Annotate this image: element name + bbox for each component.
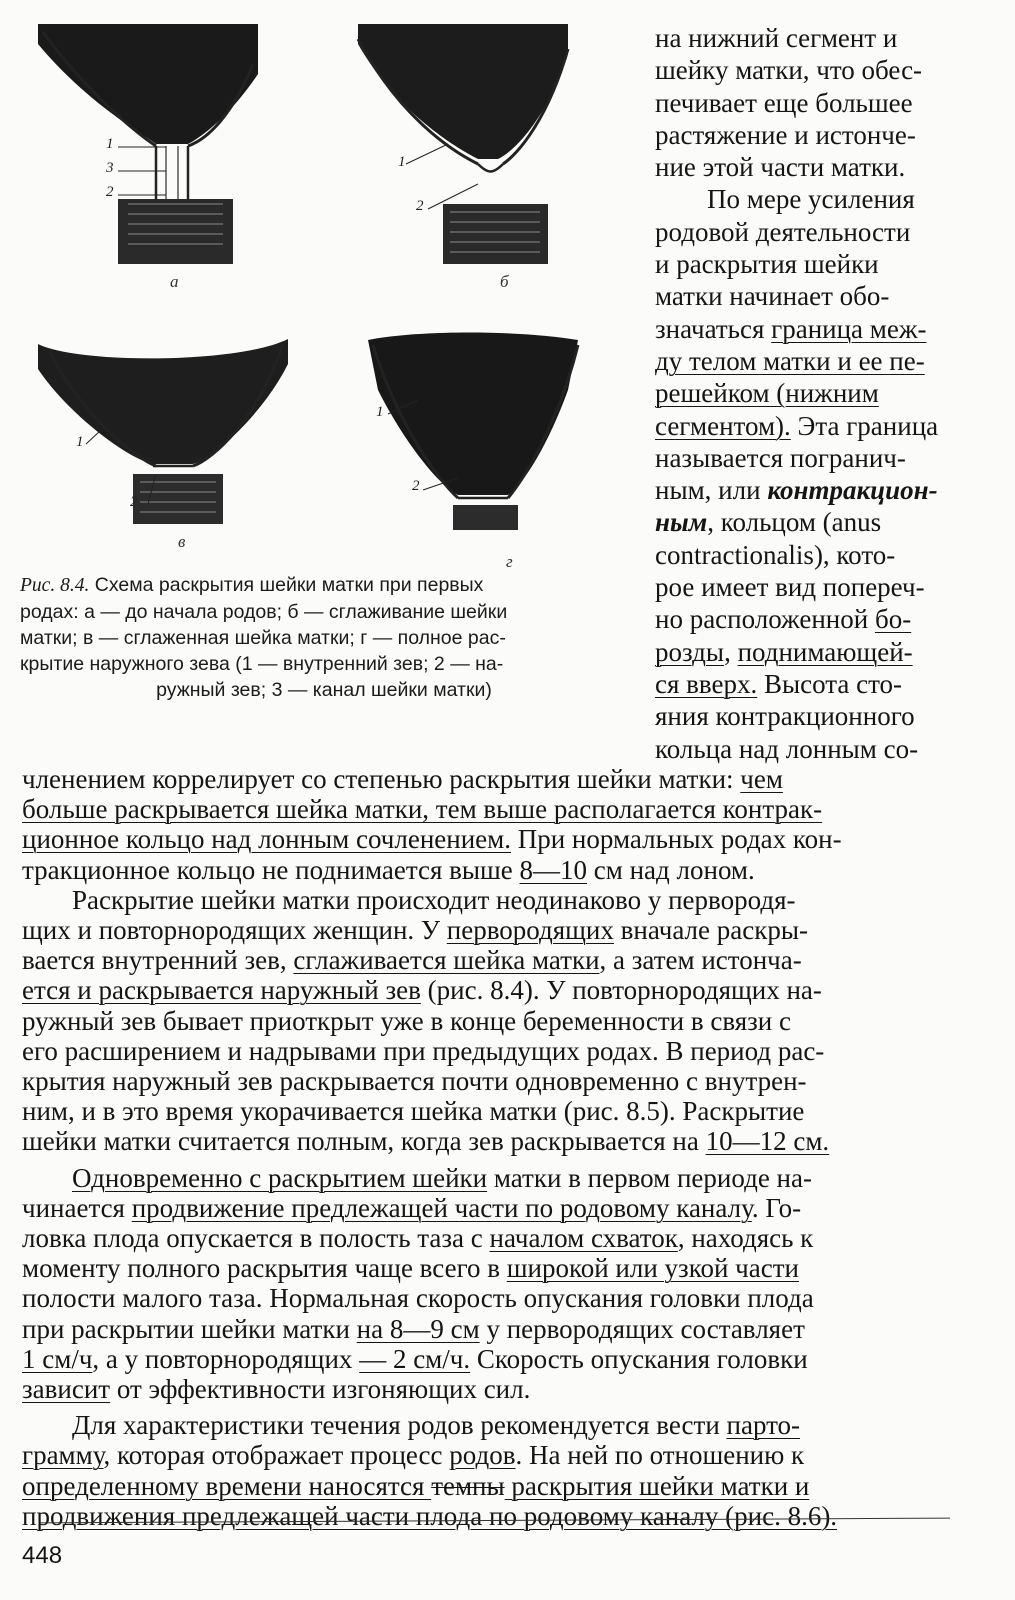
text-line: шейку матки, что обес- bbox=[655, 55, 923, 86]
underlined-text: решейком (нижним bbox=[655, 378, 879, 409]
text-line bbox=[655, 313, 970, 345]
underlined-text: граница меж- bbox=[771, 313, 927, 344]
text-line: ружный зев бывает приоткрыт уже в конце беременности в связи с bbox=[22, 1005, 791, 1036]
callout-label: 1 bbox=[106, 136, 114, 152]
text-span: ным, или bbox=[655, 475, 768, 506]
text-span: матки в первом периоде на- bbox=[487, 1162, 812, 1193]
underlined-text: 1 см/ч bbox=[22, 1343, 93, 1374]
text-line bbox=[22, 1440, 972, 1470]
underlined-text: первородящих bbox=[446, 915, 614, 946]
text-span: , а затем истонча- bbox=[599, 945, 802, 976]
text-line bbox=[655, 603, 970, 635]
underlined-text: сегментом). bbox=[655, 410, 791, 441]
panel-b-drawing bbox=[338, 24, 588, 264]
paragraph-start-line bbox=[22, 1163, 972, 1193]
underlined-text: раскрытия шейки матки и bbox=[504, 1470, 810, 1501]
text-line bbox=[22, 945, 972, 975]
text-span: , кольцом (anus bbox=[707, 507, 882, 538]
text-span: от эффективности изгоняющих сил. bbox=[110, 1374, 531, 1405]
text-span: ловка плода опускается в полость таза с bbox=[22, 1223, 490, 1254]
paragraph-start-line bbox=[22, 1410, 972, 1440]
text-line: кольца над лонным со- bbox=[655, 733, 919, 764]
text-span: Высота сто- bbox=[757, 668, 903, 699]
underlined-text: 10—12 см. bbox=[705, 1126, 830, 1157]
caption-line: ружный зев; 3 — канал шейки матки) bbox=[156, 679, 492, 701]
text-line bbox=[22, 975, 972, 1005]
text-span: вается внутренний зев, bbox=[22, 945, 294, 976]
underlined-text: пе- bbox=[889, 345, 925, 376]
text-line bbox=[22, 1314, 972, 1344]
text-line: печивает еще большее bbox=[655, 87, 913, 118]
text-line: родовой деятельности bbox=[655, 216, 911, 247]
text-span: тракционное кольцо не поднимается выше bbox=[22, 854, 520, 885]
text-line bbox=[22, 1374, 972, 1404]
underlined-text: на 8—9 см bbox=[356, 1313, 480, 1344]
figure-reference: Рис. 8.4. bbox=[20, 575, 90, 596]
text-line bbox=[22, 1471, 972, 1501]
text-span: Скорость опускания головки bbox=[470, 1343, 808, 1374]
underlined-text: — 2 см/ч. bbox=[359, 1343, 471, 1374]
text-line bbox=[22, 1501, 972, 1531]
emphasized-term: ным bbox=[655, 507, 708, 538]
struck-through-text: темпы bbox=[431, 1470, 505, 1501]
underlined-text: (рис. 8.6). bbox=[718, 1500, 838, 1531]
text-line: contractionalis), кото- bbox=[655, 539, 896, 570]
text-span: вначале раскры- bbox=[613, 915, 808, 946]
text-line bbox=[655, 668, 970, 700]
underlined-text: ду телом матки и ее bbox=[655, 345, 890, 376]
text-line bbox=[22, 1344, 972, 1374]
underlined-text: зависит bbox=[22, 1374, 111, 1405]
callout-label: 2 bbox=[412, 478, 420, 494]
text-line bbox=[655, 474, 970, 506]
text-span: чинается bbox=[22, 1192, 132, 1223]
text-line bbox=[22, 1223, 972, 1253]
text-span: щих и повторнородящих женщин. У bbox=[22, 915, 447, 946]
text-span: , которая отображает процесс bbox=[103, 1440, 450, 1471]
page-number: 448 bbox=[22, 1542, 63, 1569]
underlined-text: поднимающей- bbox=[737, 636, 913, 667]
panel-letter-b: б bbox=[500, 272, 509, 291]
text-line bbox=[22, 824, 972, 854]
callout-label: 1 bbox=[398, 154, 406, 170]
underlined-text: продвижение предлежащей части по родовому каналу bbox=[131, 1192, 752, 1223]
text-span: Эта граница bbox=[790, 410, 939, 441]
text-line bbox=[22, 1126, 972, 1156]
underlined-text: родов bbox=[449, 1440, 516, 1471]
paragraph-start-line: Раскрытие шейки матки происходит неодинаково у первородя- bbox=[72, 884, 796, 915]
underlined-text: Одновременно с раскрытием шейки bbox=[72, 1162, 488, 1193]
underlined-text: ционное кольцо над лонным сочленением. bbox=[22, 824, 511, 855]
text-line bbox=[22, 915, 972, 945]
caption-line: родах: а — до начала родов; б — сглаживание шейки bbox=[20, 601, 508, 623]
text-line bbox=[22, 1253, 972, 1283]
text-span: , bbox=[724, 636, 738, 667]
text-line: яния контракционного bbox=[655, 701, 915, 732]
underlined-text: началом схваток bbox=[489, 1223, 678, 1254]
underlined-text: грамму bbox=[22, 1440, 104, 1471]
underlined-text: продвижения предлежащей части плода по родовому каналу bbox=[22, 1500, 719, 1531]
text-line bbox=[655, 345, 970, 377]
callout-label: 1 bbox=[76, 434, 84, 450]
text-span: моменту полного раскрытия чаще всего в bbox=[22, 1253, 507, 1284]
underlined-text: розды bbox=[655, 636, 725, 667]
text-line: ние этой части матки. bbox=[655, 152, 906, 183]
callout-label: 2 bbox=[416, 198, 424, 214]
text-span: , а у повторнородящих bbox=[92, 1343, 360, 1374]
text-line: крытия наружный зев раскрывается почти одновременно с внутрен- bbox=[22, 1066, 807, 1097]
panel-c-drawing bbox=[38, 324, 288, 524]
paragraph-start-line: По мере усиления bbox=[707, 184, 915, 215]
callout-label: 2 bbox=[130, 494, 138, 510]
text-line bbox=[655, 506, 970, 538]
panel-letter-d: г bbox=[506, 552, 513, 571]
right-text-column bbox=[655, 22, 970, 765]
text-span: у первородящих составляет bbox=[479, 1313, 805, 1344]
panel-letter-a: а bbox=[170, 272, 179, 291]
text-line: и раскрытия шейки bbox=[655, 249, 879, 280]
callout-label: 2 bbox=[106, 184, 114, 200]
underlined-text: больше раскрывается шейка матки, тем выше располагается контрак- bbox=[22, 794, 823, 825]
underlined-text: парто- bbox=[726, 1410, 801, 1441]
text-span: . На ней по отношению к bbox=[515, 1440, 805, 1471]
text-line: растяжение и истонче- bbox=[655, 119, 916, 150]
cervix-dilation-figure bbox=[18, 24, 638, 571]
text-line bbox=[655, 636, 970, 668]
text-span: шейки матки считается полным, когда зев раскрывается на bbox=[22, 1126, 706, 1157]
emphasized-term: контракцион- bbox=[767, 475, 938, 506]
text-line bbox=[22, 764, 972, 794]
caption-text: Схема раскрытия шейки матки при первых bbox=[94, 574, 484, 596]
panel-letter-c: в bbox=[178, 532, 186, 551]
main-text-block bbox=[22, 764, 972, 1531]
text-span: членением коррелирует со степенью раскрытия шейки матки: bbox=[22, 764, 741, 794]
figure-panel-a bbox=[38, 24, 258, 291]
text-line: полости малого таза. Нормальная скорость опускания головки плода bbox=[22, 1283, 814, 1314]
callout-label: 3 bbox=[106, 160, 114, 176]
underlined-text: определенному времени bbox=[22, 1470, 309, 1501]
underlined-text: чем bbox=[740, 764, 783, 794]
text-span: при раскрытии шейки матки bbox=[22, 1313, 357, 1344]
underlined-text: бо- bbox=[874, 604, 912, 635]
text-line bbox=[22, 1193, 972, 1223]
text-span: При нормальных родах кон- bbox=[510, 824, 842, 855]
underlined-text: ся вверх. bbox=[655, 668, 758, 699]
text-line: матки начинает обо- bbox=[655, 281, 890, 312]
caption-line: матки; в — сглаженная шейка матки; г — полное рас- bbox=[20, 627, 506, 649]
text-span: значаться bbox=[655, 313, 772, 344]
text-line: ним, и в это время укорачивается шейка матки (рис. 8.5). Раскрытие bbox=[22, 1096, 805, 1127]
text-span: но расположенной bbox=[655, 604, 875, 635]
text-line: его расширением и надрывами при предыдущих родах. В период рас- bbox=[22, 1035, 825, 1066]
caption-line bbox=[20, 572, 628, 599]
text-span: см над лоном. bbox=[587, 854, 755, 885]
text-span: , находясь к bbox=[677, 1223, 814, 1254]
callout-label: 1 bbox=[376, 404, 384, 420]
figure-panel-c bbox=[38, 324, 288, 551]
text-span: . Го- bbox=[751, 1192, 802, 1223]
figure-panel-d bbox=[348, 320, 588, 571]
underlined-text: широкой или узкой части bbox=[506, 1253, 799, 1284]
text-span: (рис. 8.4). У повторнородящих на- bbox=[420, 975, 822, 1006]
underlined-text: 8—10 bbox=[519, 854, 588, 885]
figure-panel-b bbox=[338, 24, 588, 291]
text-span: Для характеристики течения родов рекомендуется вести bbox=[72, 1410, 727, 1441]
underlined-text: наносятся bbox=[308, 1470, 432, 1501]
text-line bbox=[655, 410, 970, 442]
caption-line: крытие наружного зева (1 — внутренний зев; 2 — на- bbox=[20, 653, 504, 675]
figure-caption bbox=[20, 572, 628, 703]
text-line: называется погранич- bbox=[655, 442, 906, 473]
panel-a-leaders bbox=[38, 24, 258, 264]
text-line bbox=[22, 855, 972, 885]
text-line: на нижний сегмент и bbox=[655, 23, 898, 53]
underlined-text: ется и раскрывается наружный зев bbox=[22, 975, 421, 1006]
underlined-text: сглаживается шейка матки bbox=[293, 945, 600, 976]
text-line: рое имеет вид попереч- bbox=[655, 572, 925, 603]
panel-d-drawing bbox=[348, 320, 588, 530]
